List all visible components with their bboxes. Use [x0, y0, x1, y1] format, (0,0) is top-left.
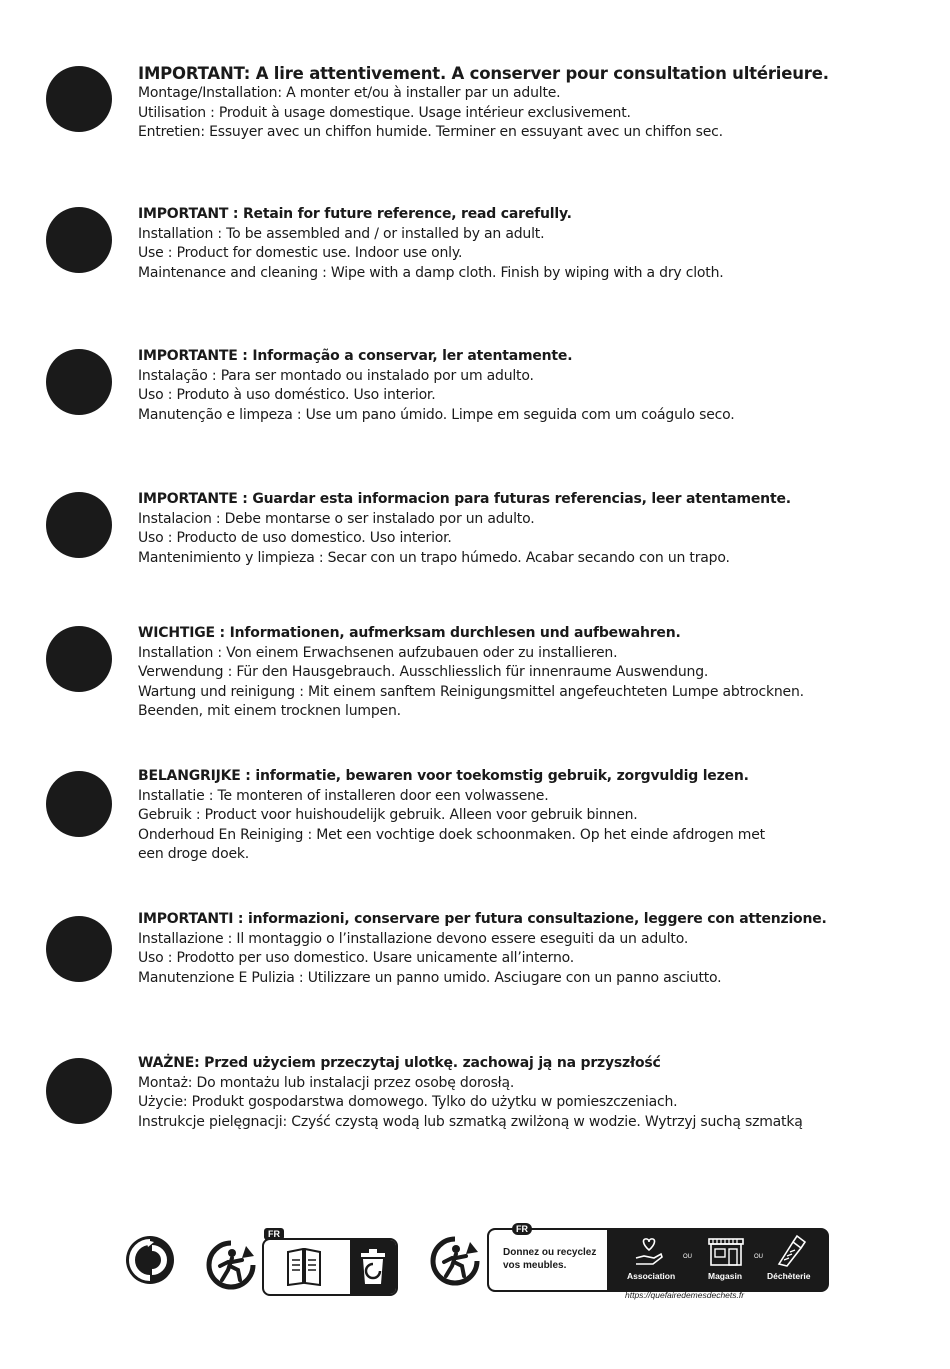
bullet-dot: [46, 1058, 112, 1124]
section-line: Montage/Installation: A monter et/ou à installer par un adulte.: [138, 85, 561, 101]
section-line: Installazione : Il montaggio o l’installazione devono essere eseguiti da un adulto.: [138, 930, 689, 947]
section-line: Installation : Von einem Erwachsenen aufzubauen oder zu installieren.: [138, 644, 618, 661]
leaflet-icon: [286, 1248, 322, 1286]
section-title: IMPORTANT: A lire attentivement. A conserver pour consultation ultérieure.: [138, 64, 829, 83]
bullet-dot: [46, 626, 112, 692]
option-magasin-label: Magasin: [708, 1271, 743, 1281]
bullet-dot: [46, 492, 112, 558]
waste-center-icon: [775, 1234, 807, 1268]
section-line: Uso : Prodotto per uso domestico. Usare unicamente all’interno.: [138, 950, 575, 966]
section-line: Verwendung : Für den Hausgebrauch. Ausschliesslich für innenraume Auswendung.: [138, 664, 709, 680]
option-decheterie-label: Déchèterie: [767, 1271, 811, 1281]
section-line: Użycie: Produkt gospodarstwa domowego. Tylko do użytku w pomieszczeniach.: [138, 1094, 678, 1110]
section-text: [138, 767, 928, 865]
section-line: Maintenance and cleaning : Wipe with a damp cloth. Finish by wiping with a dry cloth.: [138, 264, 724, 281]
section-line: Gebruik : Product voor huishoudelijk gebruik. Alleen voor gebruik binnen.: [138, 807, 638, 823]
section-text: [138, 1054, 928, 1132]
section-line: Instalação : Para ser montado ou instalado por um adulto.: [138, 367, 534, 384]
hand-heart-icon: [634, 1236, 664, 1268]
bullet-dot: [46, 207, 112, 273]
section-text: [138, 347, 928, 425]
bullet-dot: [46, 916, 112, 982]
section-line: Instalacion : Debe montarse o ser instalado por un adulto.: [138, 510, 535, 527]
triman-icon: [430, 1236, 480, 1286]
section-line: Beenden, mit einem trocknen lumpen.: [138, 703, 401, 719]
panel-white-area: [489, 1230, 607, 1290]
section-title: IMPORTANTE : Informação a conservar, ler atentamente.: [138, 348, 573, 364]
section-line: Montaż: Do montażu lub instalacji przez osobę dorosłą.: [138, 1074, 515, 1091]
section-line: Installatie : Te monteren of installeren door een volwassene.: [138, 787, 549, 804]
section-line: Entretien: Essuyer avec un chiffon humide. Terminer en essuyant avec un chiffon sec.: [138, 124, 723, 140]
fr-tag: FR: [264, 1228, 284, 1240]
section-title: WICHTIGE : Informationen, aufmerksam durchlesen und aufbewahren.: [138, 625, 681, 641]
option-association-label: Association: [627, 1271, 676, 1281]
section-title: IMPORTANT : Retain for future reference, read carefully.: [138, 206, 572, 222]
ou-separator: OU: [683, 1254, 692, 1260]
recycling-footer: [0, 1220, 950, 1320]
bullet-dot: [46, 66, 112, 132]
section-line: Manutenção e limpeza : Use um pano úmido. Limpe em seguida com um coágulo seco.: [138, 406, 735, 423]
section-line: Utilisation : Produit à usage domestique. Usage intérieur exclusivement.: [138, 104, 631, 121]
section-line: Uso : Produto à uso doméstico. Uso interior.: [138, 387, 436, 403]
bullet-dot: [46, 771, 112, 837]
bullet-dot: [46, 349, 112, 415]
section-text: [138, 490, 928, 568]
section-line: Onderhoud En Reiniging : Met een vochtige doek schoonmaken. Op het einde afdrogen met: [138, 826, 765, 843]
section-line: Manutenzione E Pulizia : Utilizzare un panno umido. Asciugare con un panno asciutto.: [138, 969, 722, 986]
furniture-recycling-panel: [487, 1228, 829, 1292]
section-line: een droge doek.: [138, 846, 250, 862]
section-title: IMPORTANTE : Guardar esta informacion para futuras referencias, leer atentamente.: [138, 491, 791, 507]
shop-icon: [707, 1238, 745, 1266]
section-text: [138, 910, 928, 988]
fr-tag: FR: [512, 1223, 532, 1235]
section-text: [138, 205, 928, 283]
section-line: Uso : Producto de uso domestico. Uso interior.: [138, 530, 452, 546]
section-line: Use : Product for domestic use. Indoor use only.: [138, 245, 463, 261]
section-line: Installation : To be assembled and / or installed by an adult.: [138, 225, 545, 242]
green-dot-recycling-icon: [124, 1234, 176, 1286]
section-line: Mantenimiento y limpieza : Secar con un trapo húmedo. Acabar secando con un trapo.: [138, 549, 730, 566]
section-text: [138, 624, 928, 722]
recycling-bin-icon: [359, 1248, 387, 1286]
section-title: WAŻNE: Przed użyciem przeczytaj ulotkę. zachowaj ją na przyszłość: [138, 1055, 661, 1071]
section-line: Instrukcje pielęgnacji: Czyść czystą wodą lub szmatką zwilżoną w wodzie. Wytrzyj suchą szmatką: [138, 1113, 803, 1130]
website-url[interactable]: https://quefairedemesdechets.fr: [625, 1290, 745, 1300]
sorting-info-box: [262, 1238, 398, 1296]
section-text: [138, 64, 928, 143]
panel-text: Donnez ou recyclez vos meubles.: [503, 1247, 597, 1271]
section-line: Wartung und reinigung : Mit einem sanftem Reinigungsmittel angefeuchteten Lumpe abtrocknen.: [138, 683, 804, 700]
ou-separator: OU: [754, 1254, 763, 1260]
triman-icon: [206, 1240, 256, 1290]
section-title: BELANGRIJKE : informatie, bewaren voor toekomstig gebruik, zorgvuldig lezen.: [138, 768, 749, 784]
section-title: IMPORTANTI : informazioni, conservare per futura consultazione, leggere con attenzione.: [138, 911, 827, 927]
